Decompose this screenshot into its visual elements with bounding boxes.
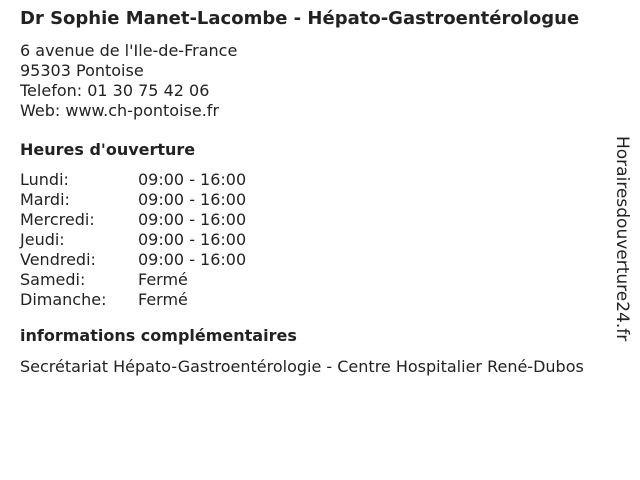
address-block xyxy=(20,41,592,121)
page-title: Dr Sophie Manet-Lacombe - Hépato-Gastroentérologue xyxy=(20,8,580,29)
day-label: Lundi: xyxy=(20,170,69,189)
day-label: Jeudi: xyxy=(20,230,65,249)
city: 95303 Pontoise xyxy=(20,61,144,80)
time-value: 09:00 - 16:00 xyxy=(138,170,247,189)
hours-row-friday xyxy=(20,250,592,270)
hours-row-monday xyxy=(20,170,592,190)
additional-info-heading: informations complémentaires xyxy=(20,326,297,345)
website: Web: www.ch-pontoise.fr xyxy=(20,101,220,120)
hours-row-wednesday xyxy=(20,210,592,230)
street-address: 6 avenue de l'Ile-de-France xyxy=(20,41,238,60)
time-value: Fermé xyxy=(138,270,188,289)
hours-row-tuesday xyxy=(20,190,592,210)
day-label: Mercredi: xyxy=(20,210,95,229)
time-value: 09:00 - 16:00 xyxy=(138,190,247,209)
day-label: Dimanche: xyxy=(20,290,107,309)
opening-hours-table xyxy=(20,170,592,310)
time-value: 09:00 - 16:00 xyxy=(138,210,247,229)
time-value: 09:00 - 16:00 xyxy=(138,230,247,249)
additional-info-text: Secrétariat Hépato-Gastroentérologie - Centre Hospitalier René-Dubos xyxy=(20,357,584,376)
phone-number: Telefon: 01 30 75 42 06 xyxy=(20,81,210,100)
hours-row-thursday xyxy=(20,230,592,250)
hours-row-saturday xyxy=(20,270,592,290)
opening-hours-heading: Heures d'ouverture xyxy=(20,140,196,159)
business-card xyxy=(20,8,592,377)
day-label: Mardi: xyxy=(20,190,70,209)
brand-watermark: Horairesdouverture24.fr xyxy=(612,136,632,342)
time-value: 09:00 - 16:00 xyxy=(138,250,247,269)
time-value: Fermé xyxy=(138,290,188,309)
day-label: Samedi: xyxy=(20,270,86,289)
hours-row-sunday xyxy=(20,290,592,310)
day-label: Vendredi: xyxy=(20,250,96,269)
